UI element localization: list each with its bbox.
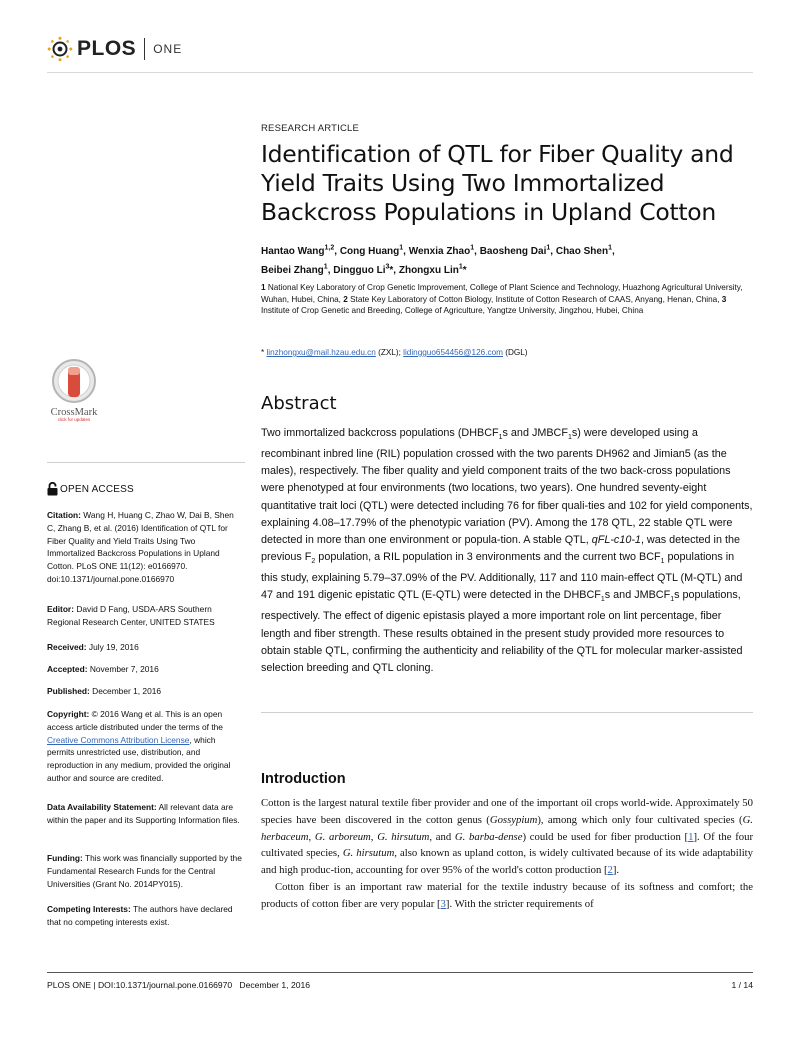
- corresponding-author-marker: *: [389, 264, 394, 276]
- article-title: Identification of QTL for Fiber Quality and Yield Traits Using Two Immortalized Backcross Populations in Upland Cotton: [261, 140, 734, 226]
- author-affiliation-marker: 3: [385, 263, 390, 271]
- data-availability-label: Data Availability Statement:: [47, 802, 157, 812]
- funding-label: Funding:: [47, 853, 83, 863]
- author: [340, 246, 409, 257]
- author: [261, 246, 340, 257]
- competing-interests-label: Competing Interests:: [47, 904, 131, 914]
- header-rule: [47, 72, 753, 73]
- accepted-date: November 7, 2016: [89, 664, 159, 674]
- received-block: [47, 641, 243, 654]
- author-affiliation-marker: 1: [323, 263, 328, 271]
- author-affiliation-marker: 1,2: [324, 245, 335, 252]
- crossmark-badge[interactable]: [44, 358, 104, 422]
- author-affiliation-marker: 1: [470, 245, 475, 252]
- author-name: Zhongxu Lin: [398, 264, 459, 276]
- affiliation-text: National Key Laboratory of Crop Genetic Improvement, College of Plant Science and Technology, Huazhong Agricultural University, Wuhan, Hubei, China,: [261, 283, 743, 304]
- crossmark-label: CrossMark: [50, 407, 98, 418]
- page-number: 1 / 14: [731, 980, 753, 990]
- competing-interests-text: The authors have declared that no competing interests exist.: [47, 904, 233, 927]
- author: [480, 246, 556, 257]
- citation-link-2[interactable]: 2: [607, 864, 613, 877]
- author-name: Chao Shen: [555, 246, 609, 258]
- plos-logo: [47, 36, 182, 62]
- published-date: December 1, 2016: [92, 686, 162, 696]
- copyright-label: Copyright:: [47, 709, 90, 719]
- editor-block: [47, 603, 243, 629]
- corresponding-star: *: [261, 348, 265, 357]
- corresponding-author-marker: *: [462, 264, 467, 276]
- affiliation-text: State Key Laboratory of Cotton Biology, Institute of Cotton Research of CAAS, Anyang, Henan, China,: [350, 294, 720, 304]
- author-name: Cong Huang: [339, 246, 400, 258]
- author: [409, 246, 480, 257]
- received-date: July 19, 2016: [88, 642, 139, 652]
- affiliation-number: 2: [343, 294, 348, 304]
- license-link[interactable]: Creative Commons Attribution License: [47, 734, 190, 745]
- copyright-block: [47, 708, 243, 785]
- crossmark-icon: [51, 358, 97, 404]
- funding-text: This work was financially supported by the Fundamental Research Funds for the Central Universities (Grant No. 2014PY015).: [47, 853, 242, 889]
- affiliation-number: 3: [721, 294, 727, 304]
- affiliation-number: 1: [261, 283, 266, 292]
- citation-label: Citation:: [47, 510, 81, 520]
- intro-paragraph-1: Cotton is the largest natural textile fiber provider and one of the important oil crops world-wide. Approximately 50 species have been discovered in the cotton genus (Gossypium), among which only four cultivated species (G. herbaceum, G. arboreum, G. hirsutum, and G. barba-dense) could be used for fiber production [1]. Of the four cultivated species, G. hirsutum, also known as upland cotton, is widely cultivated because of its wide adaptability and high produc-tion, accounting for over 95% of the world's cotton production [2].: [261, 797, 754, 877]
- plos-sun-icon: [47, 36, 73, 62]
- open-access-badge: [47, 482, 134, 496]
- author-name: Baosheng Dai: [479, 246, 547, 258]
- email-owner-2: (DGL): [502, 348, 528, 357]
- logo-plos-text: PLOS: [77, 37, 137, 60]
- data-availability-text: All relevant data are within the paper and its Supporting Information files.: [47, 802, 240, 825]
- introduction-text: [261, 795, 753, 913]
- author-name: Beibei Zhang: [261, 264, 324, 276]
- accepted-label: Accepted:: [47, 664, 88, 674]
- author-separator: ,: [611, 246, 615, 258]
- author-separator: ,: [327, 264, 334, 276]
- article-type: RESEARCH ARTICLE: [261, 123, 360, 134]
- intro-paragraph-2: Cotton fiber is an important raw material for the textile industry because of its softness and comfort; the products of cotton fiber are very popular [3]. With the stricter requirements of: [261, 880, 753, 910]
- editor-label: Editor:: [47, 604, 74, 614]
- author-name: Dingguo Li: [333, 264, 386, 276]
- author: [399, 265, 467, 276]
- citation-link-1[interactable]: 1: [688, 830, 694, 843]
- citation-block: [47, 509, 243, 586]
- author-separator: ,: [474, 246, 480, 258]
- author-list: [261, 241, 751, 278]
- author-separator: ,: [334, 246, 340, 258]
- data-availability-block: [47, 801, 243, 827]
- copyright-text-post: , which permits unrestricted use, distribution, and reproduction in any medium, provided the original author and source are credited.: [47, 734, 231, 783]
- author-affiliation-marker: 1: [399, 245, 404, 252]
- citation-text: Wang H, Huang C, Zhao W, Dai B, Shen C, Zhang B, et al. (2016) Identification of QTL for Fiber Quality and Yield Traits Using Two Immortalized Backcross Populations in Upland Cotton. PLoS ONE 11(12): e0166970. doi:10.1371/journal.pone.0166970: [47, 510, 234, 584]
- author-separator: ,: [550, 246, 556, 258]
- abstract-text: Two immortalized backcross populations ($DHBCF_1s$ and $JMBCF_1s$) were developed using a recombinant inbred line (RIL) population crossed with the two parents DH962 and Jimian5 (as the males), respectively. The fiber quality and yield component traits of the two back-cross populations were phenotyped at four environments (two locations, two years). One hundred seventy-eight quantitative trait loci (QTL) were detected including 76 for fiber quali-ties and 102 for yield components, explaining 4.08–17.79% of the phenotypic variation (PV). Among the 178 QTL, 22 stable QTL were detected in more than one environment or popula-tion. A stable QTL, qFL-c10-1, was detected in the previous $F_2$ population, a RIL population in 3 environments and the current two $BCF_1$ populations in this study, explaining 5.79–37.09% of the PV. Additionally, 117 and 110 main-effect QTL (M-QTL) and 47 and 191 digenic epistatic QTL (E-QTL) were detected in the $DHBCF_1s$ and $JMBCF_1s$ populations, respectively. The effect of digenic epistasis played a more important role on lint percentage, fiber length and fiber strength. These results obtained in the present study provided more resources to obtain stable QTL, confirming the authenticity and reliability of the QTL for molecular marker-assisted selection breeding and QTL cloning.: [261, 427, 753, 674]
- affiliation-text: Institute of Crop Genetic and Breeding, College of Agriculture, Yangtze University, Jingzhou, Hubei, China: [261, 306, 644, 315]
- open-access-label: OPEN ACCESS: [60, 483, 134, 495]
- crossmark-sublabel: click for updates: [57, 417, 91, 422]
- author-name: Wenxia Zhao: [408, 246, 471, 258]
- published-label: Published:: [47, 686, 90, 696]
- introduction-heading: Introduction: [261, 771, 346, 787]
- published-block: [47, 685, 243, 698]
- author-separator: ,: [403, 246, 409, 258]
- author-affiliation-marker: 1: [458, 263, 463, 271]
- email-link-1[interactable]: linzhongxu@mail.hzau.edu.cn: [266, 348, 376, 357]
- footer-citation: PLOS ONE | DOI:10.1371/journal.pone.0166970 December 1, 2016: [47, 980, 311, 990]
- abstract-heading: Abstract: [261, 393, 337, 414]
- author-affiliation-marker: 1: [608, 245, 612, 252]
- email-link-2[interactable]: lidingguo654456@126.com: [403, 348, 503, 357]
- affiliations: [261, 282, 751, 317]
- copyright-text-pre: © 2016 Wang et al. This is an open access article distributed under the terms of the: [47, 709, 223, 732]
- author: [556, 246, 615, 257]
- author-name: Hantao Wang: [261, 246, 325, 258]
- citation-link-3[interactable]: 3: [440, 897, 446, 910]
- accepted-block: [47, 663, 243, 676]
- logo-divider: [144, 38, 145, 60]
- corresponding-emails: [261, 348, 751, 357]
- editor-text: David D Fang, USDA-ARS Southern Regional Research Center, UNITED STATES: [47, 604, 215, 627]
- abstract-rule: [261, 712, 753, 713]
- funding-block: [47, 852, 243, 890]
- open-lock-icon: [47, 482, 58, 496]
- logo-journal-text: ONE: [153, 42, 183, 56]
- email-owner-1: (ZXL);: [375, 348, 404, 357]
- competing-interests-block: [47, 903, 243, 929]
- author: [333, 265, 399, 276]
- footer-rule: [47, 972, 753, 973]
- author: [261, 265, 333, 276]
- sidebar-rule: [47, 462, 245, 463]
- author-affiliation-marker: 1: [546, 245, 551, 252]
- author-separator: ,: [393, 264, 399, 276]
- received-label: Received:: [47, 642, 87, 652]
